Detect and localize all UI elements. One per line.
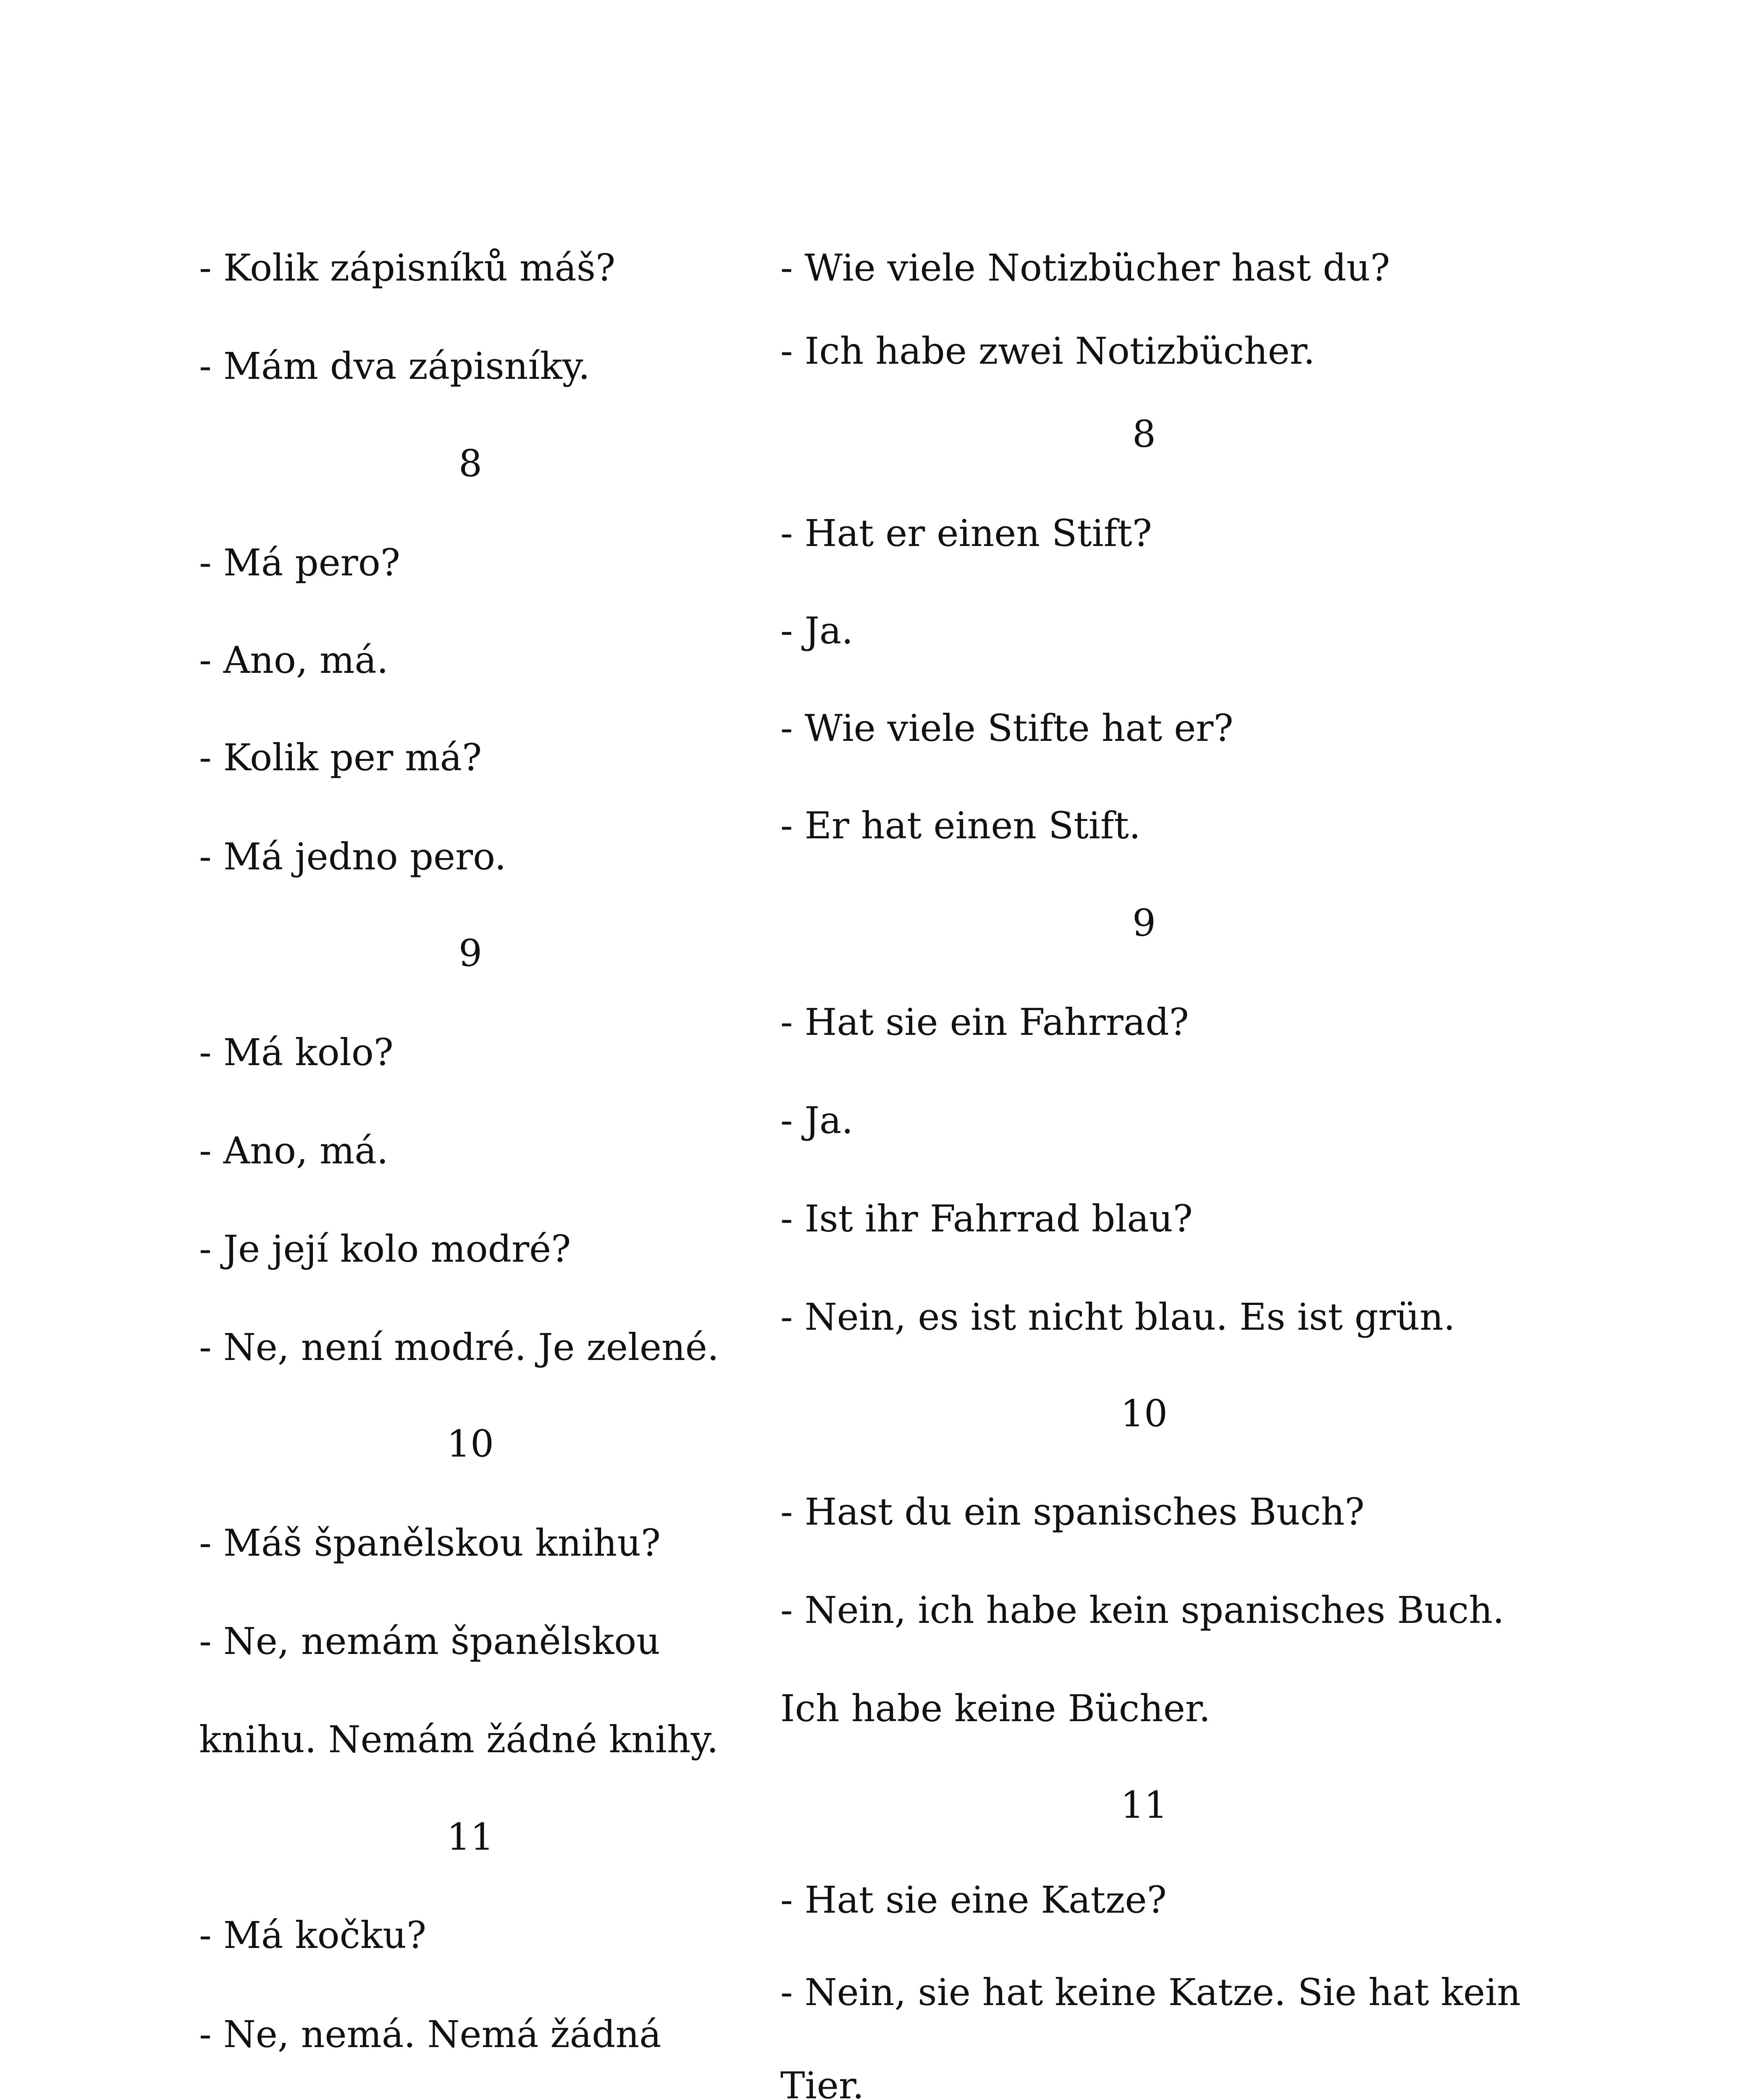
left-line: - Ano, má. [199, 1129, 388, 1172]
right-line: - Er hat einen Stift. [780, 804, 1141, 847]
left-line: - Ano, má. [199, 638, 388, 682]
left-line: - Má jedno pero. [199, 835, 507, 878]
right-line: - Ja. [780, 609, 853, 652]
left-line: - Kolik per má? [199, 736, 482, 779]
section-number: 8 [459, 442, 482, 485]
left-line: knihu. Nemám žádné knihy. [199, 1718, 719, 1761]
left-line: - Má pero? [199, 541, 400, 584]
right-line: - Hast du ein spanisches Buch? [780, 1490, 1365, 1533]
section-number: 10 [447, 1422, 494, 1465]
right-line: - Nein, sie hat keine Katze. Sie hat kein [780, 1971, 1521, 2014]
left-line: - Je její kolo modré? [199, 1227, 571, 1270]
right-line: - Wie viele Notizbücher hast du? [780, 246, 1390, 289]
section-number: 10 [1121, 1392, 1168, 1435]
right-line: - Hat sie ein Fahrrad? [780, 1000, 1189, 1044]
section-number: 8 [1132, 412, 1156, 456]
right-line: - Wie viele Stifte hat er? [780, 706, 1234, 750]
section-number: 9 [1132, 901, 1156, 945]
right-line: - Ist ihr Fahrrad blau? [780, 1197, 1193, 1240]
right-line: Tier. [780, 2064, 864, 2100]
section-number: 11 [1121, 1783, 1168, 1827]
right-line: - Nein, ich habe kein spanisches Buch. [780, 1588, 1504, 1632]
right-line: Ich habe keine Bücher. [780, 1687, 1211, 1730]
section-number: 9 [459, 932, 482, 975]
section-number: 11 [447, 1815, 494, 1858]
left-line: - Máš španělskou knihu? [199, 1521, 661, 1564]
left-line: - Mám dva zápisníky. [199, 344, 590, 388]
right-line: - Ich habe zwei Notizbücher. [780, 329, 1315, 373]
right-line: - Ja. [780, 1099, 853, 1142]
right-line: - Hat sie eine Katze? [780, 1878, 1167, 1922]
right-line: - Hat er einen Stift? [780, 512, 1152, 555]
left-line: - Ne, není modré. Je zelené. [199, 1326, 719, 1369]
left-line: - Kolik zápisníků máš? [199, 246, 616, 289]
left-line: - Má kolo? [199, 1031, 394, 1074]
left-line: - Ne, nemá. Nemá žádná [199, 2013, 662, 2056]
right-line: - Nein, es ist nicht blau. Es ist grün. [780, 1295, 1455, 1339]
left-line: - Má kočku? [199, 1914, 427, 1957]
left-line: - Ne, nemám španělskou [199, 1620, 660, 1663]
